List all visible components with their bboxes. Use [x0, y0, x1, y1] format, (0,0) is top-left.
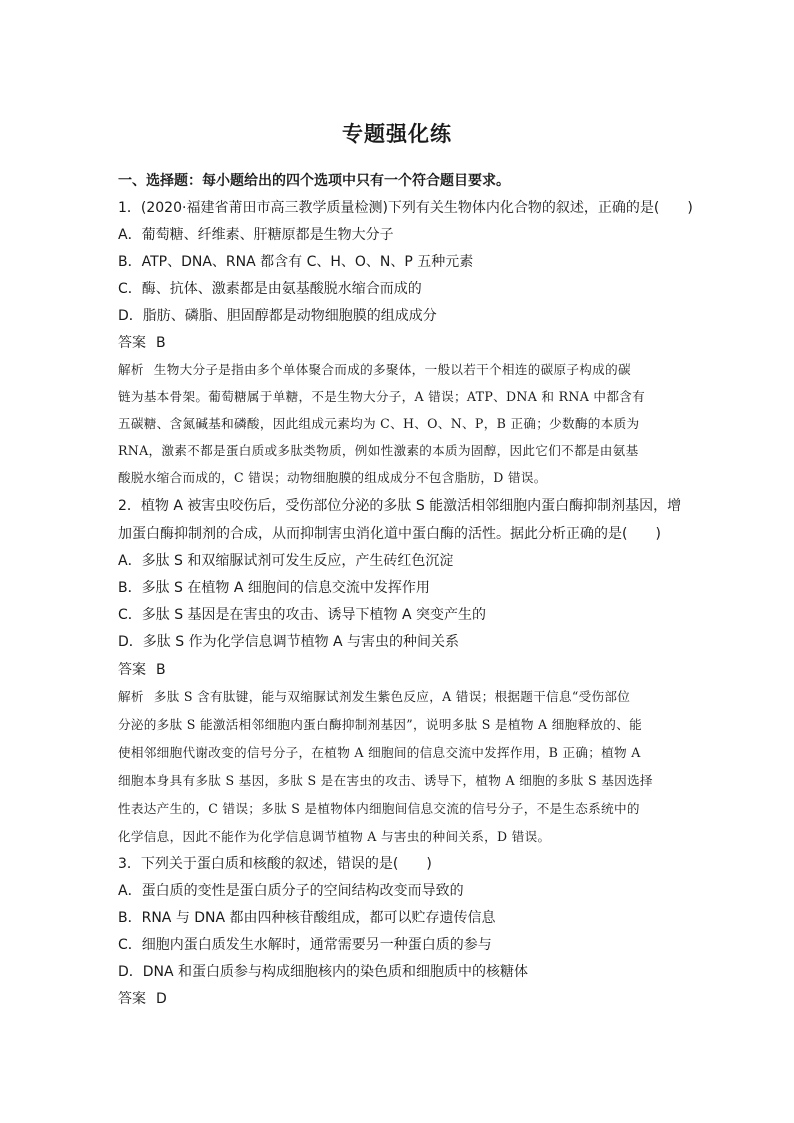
- q3-option-c: C．细胞内蛋白质发生水解时，通常需要另一种蛋白质的参与: [118, 937, 492, 953]
- q2-stem: 加蛋白酶抑制剂的合成，从而抑制害虫消化道中蛋白酶的活性。据此分析正确的是( ): [118, 526, 661, 542]
- q3-stem: 3．下列关于蛋白质和核酸的叙述，错误的是( ): [118, 856, 432, 872]
- q2-explanation-line: 性表达产生的，C 错误；多肽 S 是植物体内细胞间信息交流的信号分子，不是生态系统中的: [118, 801, 640, 816]
- q2-explanation-line: 化学信息，因此不能作为化学信息调节植物 A 与害虫的种间关系，D 错误。: [118, 829, 551, 844]
- q1-option-b: B．ATP、DNA、RNA 都含有 C、H、O、N、P 五种元素: [118, 254, 474, 270]
- page-title: 专题强化练: [342, 122, 452, 146]
- q2-answer-value: B: [156, 662, 166, 678]
- q2-option-b: B．多肽 S 在植物 A 细胞间的信息交流中发挥作用: [118, 580, 430, 596]
- q1-answer-value: B: [156, 335, 166, 351]
- q1-explanation-line: 五碳糖、含氮碱基和磷酸，因此组成元素均为 C、H、O、N、P，B 正确；少数酶的本质为: [118, 416, 640, 431]
- q1-explanation-line: 酸脱水缩合而成的，C 错误；动物细胞膜的组成成分不包含脂肪，D 错误。: [118, 470, 547, 485]
- q1-option-c: C．酶、抗体、激素都是由氨基酸脱水缩合而成的: [118, 281, 422, 297]
- q2-explanation-line: [118, 688, 683, 706]
- q3-answer: [118, 990, 683, 1008]
- q2-explanation-line: 分泌的多肽 S 能激活相邻细胞内蛋白酶抑制剂基因”，说明多肽 S 是植物 A 细胞释放的、能: [118, 717, 642, 732]
- q1-answer: [118, 334, 683, 352]
- q3-option-a: A．蛋白质的变性是蛋白质分子的空间结构改变而导致的: [118, 883, 464, 899]
- answer-label: 答案: [118, 335, 146, 351]
- q1-explanation-line: RNA，激素不都是蛋白质或多肽类物质，例如性激素的本质为固醇，因此它们不都是由氨基: [118, 443, 639, 458]
- answer-label: 答案: [118, 662, 146, 678]
- q3-option-b: B．RNA 与 DNA 都由四种核苷酸组成，都可以贮存遗传信息: [118, 910, 496, 926]
- section-heading: 一、选择题：每小题给出的四个选项中只有一个符合题目要求。: [118, 173, 510, 189]
- q2-explanation-text: 多肽 S 含有肽键，能与双缩脲试剂发生紫色反应，A 错误；根据题干信息“受伤部位: [153, 689, 631, 704]
- q1-option-a: A．葡萄糖、纤维素、肝糖原都是生物大分子: [118, 227, 394, 243]
- explain-label: 解析: [118, 689, 144, 704]
- q1-explanation-text: 生物大分子是指由多个单体聚合而成的多聚体，一般以若干个相连的碳原子构成的碳: [153, 362, 631, 377]
- answer-label: 答案: [118, 991, 146, 1007]
- q2-answer: [118, 661, 683, 679]
- explain-label: 解析: [118, 362, 144, 377]
- q2-option-d: D．多肽 S 作为化学信息调节植物 A 与害虫的种间关系: [118, 634, 460, 650]
- q2-option-c: C．多肽 S 基因是在害虫的攻击、诱导下植物 A 突变产生的: [118, 607, 487, 623]
- q1-option-d: D．脂肪、磷脂、胆固醇都是动物细胞膜的组成成分: [118, 308, 437, 324]
- q2-option-a: A．多肽 S 和双缩脲试剂可发生反应，产生砖红色沉淀: [118, 553, 454, 569]
- q1-explanation-line: [118, 361, 683, 379]
- q2-explanation-line: 使相邻细胞代谢改变的信号分子，在植物 A 细胞间的信息交流中发挥作用，B 正确；植物 A: [118, 745, 641, 760]
- q1-stem: 1．(2020·福建省莆田市高三教学质量检测)下列有关生物体内化合物的叙述，正确的是( ): [118, 200, 693, 216]
- q2-stem: 2．植物 A 被害虫咬伤后，受伤部位分泌的多肽 S 能激活相邻细胞内蛋白酶抑制剂基因，增: [118, 498, 682, 514]
- q1-explanation-line: 链为基本骨架。葡萄糖属于单糖，不是生物大分子，A 错误；ATP、DNA 和 RNA 中都含有: [118, 389, 645, 404]
- q3-answer-value: D: [156, 991, 167, 1007]
- q2-explanation-line: 细胞本身具有多肽 S 基因，多肽 S 是在害虫的攻击、诱导下，植物 A 细胞的多肽 S 基因选择: [118, 773, 653, 788]
- q3-option-d: D．DNA 和蛋白质参与构成细胞核内的染色质和细胞质中的核糖体: [118, 964, 529, 980]
